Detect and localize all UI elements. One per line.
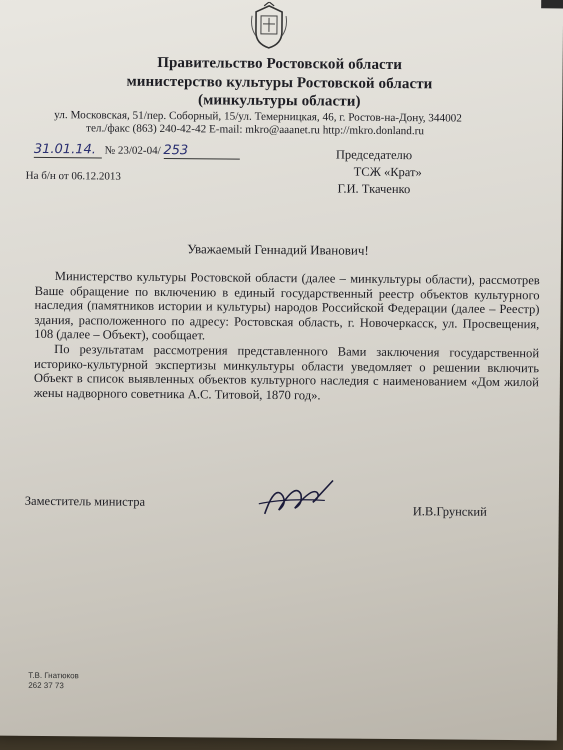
handwritten-signature [255,474,345,525]
org-address: ул. Московская, 51/пер. Соборный, 15/ул. Темерницкая, 46, г. Ростов-на-Дону, 344002 [54,109,462,125]
executor-name: Т.В. Гнатюков [28,670,79,681]
org-contacts: тел./факс (863) 240-42-42 E-mail: mkro@aaanet.ru http://mkro.donland.ru [86,122,425,138]
registration-date: 31.01.14. [34,142,102,159]
body-paragraph: Министерство культуры Ростовской области (далее – минкультуры области), рассмотрев Ваше обращение по включению в единый государственный реестр объектов культурного наследия (памятников истории и культуры) народов Российской Федерации (далее – Реестр) здания, расположенного по адресу: Ростовская область, г. Новочеркасск, ул. Просвещения, 108 (далее – Объект), сообщает. [34,269,540,343]
signer-position: Заместитель министра [24,493,146,509]
recipient-organization: ТСЖ «Крат» [353,164,422,180]
page-corner [541,0,563,8]
org-government: Правительство Ростовской области [157,54,403,74]
registration-number-prefix: № 23/02-04/ [104,144,161,157]
letter-body [34,269,540,405]
recipient-name: Г.И. Ткаченко [337,181,411,197]
recipient-block [335,147,422,199]
registration-number: 253 [163,143,239,160]
coat-of-arms-icon [250,2,288,50]
executor-phone: 262 37 73 [28,680,64,691]
salutation: Уважаемый Геннадий Иванович! [187,241,369,258]
org-ministry: министерство культуры Ростовской области [126,73,433,93]
registration-line [34,142,240,160]
body-paragraph: По результатам рассмотрения представленного Вами заключения государственной историко-культурной экспертизы минкультуры области уведомляет о решении включить Объект в список выявленных объектов культурного наследия с наименованием «Дом жилой жены надворного советника А.С. Титовой, 1870 год». [33,342,540,403]
org-short-name: (минкультуры области) [197,92,361,110]
signer-name: И.В.Грунский [412,504,487,519]
reference-line: На б/н от 06.12.2013 [25,169,121,183]
recipient-title: Председателю [335,147,413,163]
executor-block [28,671,79,691]
